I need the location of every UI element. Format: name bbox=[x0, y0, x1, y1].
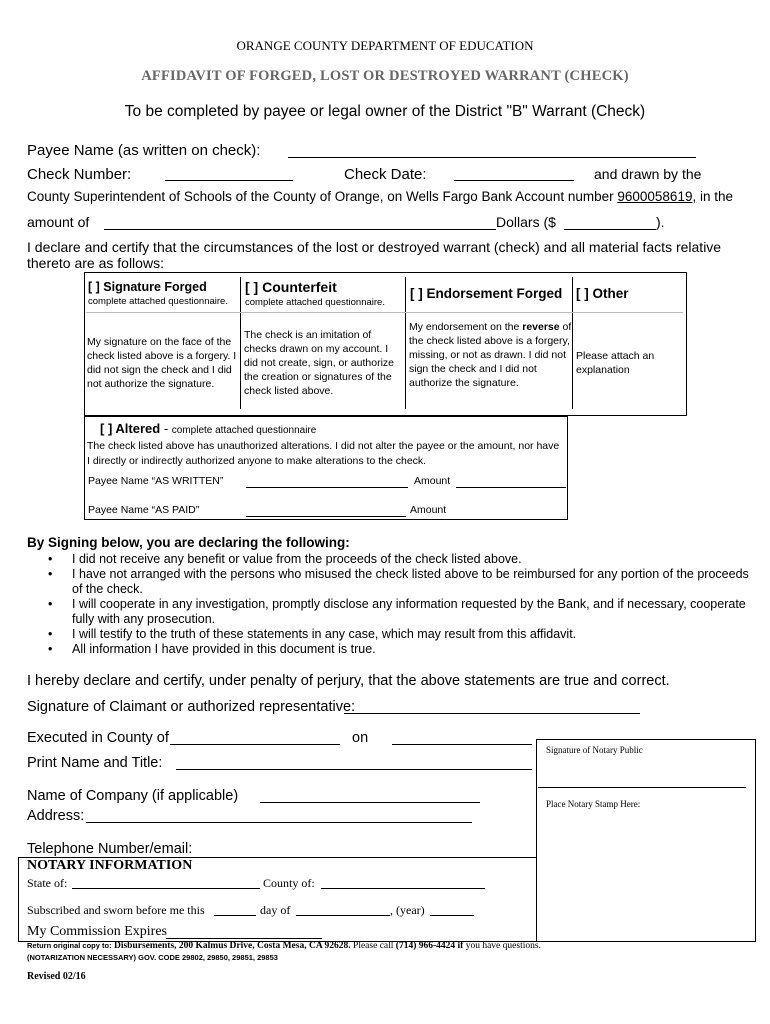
option-altered[interactable]: [ ] Altered bbox=[100, 421, 161, 436]
as-paid-field[interactable] bbox=[246, 516, 406, 517]
revised-date: Revised 02/16 bbox=[27, 971, 86, 982]
forged-desc: My signature on the face of the check listed above is a forgery. I did not sign the check and I did not authorize the signature. bbox=[87, 336, 237, 390]
check-number-label: Check Number: bbox=[27, 166, 132, 183]
county-line-suffix: in the bbox=[699, 189, 734, 204]
counterfeit-sub: complete attached questionnaire. bbox=[245, 297, 385, 308]
address-field[interactable] bbox=[86, 822, 472, 823]
bullet-text: I have not arranged with the persons who misused the check listed above to be reimbursed for any portion of the proceeds of the check. bbox=[72, 567, 749, 596]
dollars-label: Dollars ($ bbox=[496, 214, 556, 230]
check-date-field[interactable] bbox=[454, 180, 574, 181]
subscribed-year-field[interactable] bbox=[430, 915, 474, 916]
declaration-list bbox=[48, 552, 752, 657]
print-name-field[interactable] bbox=[176, 769, 532, 770]
day-of-label: day of bbox=[260, 903, 291, 917]
subscribed-label: Subscribed and sworn before me this bbox=[27, 903, 205, 917]
notary-county-label: County of: bbox=[263, 876, 315, 890]
notarization-line: (NOTARIZATION NECESSARY) GOV. CODE 29802, 29850, 29851, 29853 bbox=[27, 953, 278, 962]
check-number-field[interactable] bbox=[165, 180, 293, 181]
endorsement-desc bbox=[409, 320, 572, 390]
notary-state-label: State of: bbox=[27, 876, 68, 890]
phone-number: (714) 966-4424 bbox=[395, 941, 456, 951]
as-paid-label: Payee Name “AS PAID” bbox=[88, 504, 200, 516]
county-line-prefix: County Superintendent of Schools of the County of Orange, on Wells Fargo Bank Account number bbox=[27, 189, 614, 204]
dollars-close: ). bbox=[656, 214, 665, 230]
as-written-label: Payee Name “AS WRITTEN” bbox=[88, 475, 224, 487]
payee-name-label: Payee Name (as written on check): bbox=[27, 142, 261, 159]
org-name: ORANGE COUNTY DEPARTMENT OF EDUCATION bbox=[236, 38, 534, 53]
list-item bbox=[48, 552, 752, 567]
bullet-text: I will cooperate in any investigation, promptly disclose any information requested by the Bank, and if necessary, cooperate fully with any prosecution. bbox=[72, 597, 746, 626]
bullet-icon: • bbox=[48, 627, 53, 641]
if-text: if bbox=[457, 941, 464, 951]
option-other[interactable]: [ ] Other bbox=[576, 286, 629, 301]
list-item bbox=[48, 627, 752, 642]
year-label: , (year) bbox=[390, 903, 425, 917]
executed-county-field[interactable] bbox=[170, 744, 340, 745]
list-item bbox=[48, 642, 752, 657]
endorsement-desc-post: of the check listed above is a forgery, missing, or not as drawn. I did not sign the check and I did not authorize the signature. bbox=[409, 321, 572, 389]
amount-words-field[interactable] bbox=[104, 229, 496, 230]
counterfeit-desc: The check is an imitation of checks drawn on my account. I did not create, sign, or authorize the creation or signatures of the check listed above. bbox=[244, 329, 395, 397]
as-paid-amount-label: Amount bbox=[410, 504, 447, 516]
notary-signature-field[interactable] bbox=[538, 787, 746, 788]
endorsement-desc-pre: My endorsement on the bbox=[409, 321, 520, 333]
bullet-text: I did not receive any benefit or value from the proceeds of the check listed above. bbox=[72, 552, 522, 566]
altered-dash: - bbox=[160, 421, 172, 436]
bullet-text: All information I have provided in this document is true. bbox=[72, 642, 376, 656]
check-date-label: Check Date: bbox=[344, 166, 427, 183]
as-written-amount-label: Amount bbox=[414, 475, 451, 487]
commission-field[interactable] bbox=[166, 938, 322, 939]
subscribed-month-field[interactable] bbox=[296, 915, 390, 916]
notary-county-field[interactable] bbox=[321, 888, 485, 889]
endorsement-desc-bold: reverse bbox=[522, 321, 560, 333]
table-divider bbox=[405, 277, 406, 409]
table-divider bbox=[572, 277, 573, 409]
county-line bbox=[27, 189, 733, 204]
on-label: on bbox=[352, 730, 369, 746]
amount-of-label: amount of bbox=[27, 214, 90, 230]
notary-state-field[interactable] bbox=[72, 888, 260, 889]
questions-text: you have questions. bbox=[465, 941, 541, 951]
company-field[interactable] bbox=[260, 802, 480, 803]
altered-sub: complete attached questionnaire bbox=[171, 425, 317, 436]
option-signature-forged[interactable]: [ ] Signature Forged bbox=[88, 280, 207, 294]
option-endorsement-forged[interactable]: [ ] Endorsement Forged bbox=[410, 286, 563, 301]
other-desc: Please attach an explanation bbox=[576, 350, 655, 376]
list-item bbox=[48, 567, 752, 597]
drawn-by-text: and drawn by the bbox=[594, 166, 702, 182]
table-divider bbox=[240, 277, 241, 409]
subtitle: To be completed by payee or legal owner of the District "B" Warrant (Check) bbox=[124, 103, 646, 120]
forged-sub: complete attached questionnaire. bbox=[88, 296, 228, 307]
bullet-text: I will testify to the truth of these statements in any case, which may result from this affidavit. bbox=[72, 627, 577, 641]
signing-heading: By Signing below, you are declaring the following: bbox=[27, 535, 350, 550]
telephone-label: Telephone Number/email: bbox=[27, 841, 193, 857]
print-name-label: Print Name and Title: bbox=[27, 755, 163, 771]
notary-heading: NOTARY INFORMATION bbox=[27, 858, 193, 873]
bullet-icon: • bbox=[48, 567, 53, 581]
commission-label: My Commission Expires bbox=[27, 924, 168, 939]
page-title: AFFIDAVIT OF FORGED, LOST OR DESTROYED WARRANT (CHECK) bbox=[141, 68, 629, 84]
list-item bbox=[48, 597, 752, 627]
return-label: Return original copy to: bbox=[27, 941, 112, 950]
bullet-icon: • bbox=[48, 552, 53, 566]
as-written-field[interactable] bbox=[246, 487, 408, 488]
declare-text: I declare and certify that the circumstances of the lost or destroyed warrant (check) and all material facts relative thereto are as follows: bbox=[27, 239, 722, 271]
claimant-signature-field[interactable] bbox=[344, 713, 640, 714]
table-row-divider bbox=[86, 312, 683, 313]
altered-heading bbox=[100, 421, 316, 436]
bullet-icon: • bbox=[48, 642, 53, 656]
notary-stamp-label: Place Notary Stamp Here: bbox=[546, 799, 641, 809]
subscribed-day-field[interactable] bbox=[214, 915, 256, 916]
option-counterfeit[interactable]: [ ] Counterfeit bbox=[245, 279, 337, 295]
notary-stamp-box bbox=[536, 739, 756, 942]
as-written-amount-field[interactable] bbox=[456, 487, 566, 488]
payee-name-field[interactable] bbox=[288, 157, 696, 158]
company-label: Name of Company (if applicable) bbox=[27, 788, 239, 804]
amount-dollars-field[interactable] bbox=[564, 229, 656, 230]
account-number: 9600058619, bbox=[617, 189, 697, 204]
please-call: Please call bbox=[353, 941, 394, 951]
altered-text: The check listed above has unauthorized alterations. I did not alter the payee or the amount, nor have I directly or indirectly authorized anyone to make alterations to the check. bbox=[87, 440, 560, 467]
certify-text: I hereby declare and certify, under penalty of perjury, that the above statements are true and correct. bbox=[27, 673, 670, 689]
notary-signature-label: Signature of Notary Public bbox=[546, 745, 643, 755]
address-label: Address: bbox=[27, 808, 85, 824]
bullet-icon: • bbox=[48, 597, 53, 611]
return-line bbox=[27, 941, 541, 951]
claimant-signature-label: Signature of Claimant or authorized representative: bbox=[27, 699, 356, 715]
return-address: Disbursements, 200 Kalmus Drive, Costa Mesa, CA 92628. bbox=[113, 941, 351, 951]
executed-county-label: Executed in County of bbox=[27, 730, 169, 746]
executed-date-field[interactable] bbox=[392, 744, 532, 745]
